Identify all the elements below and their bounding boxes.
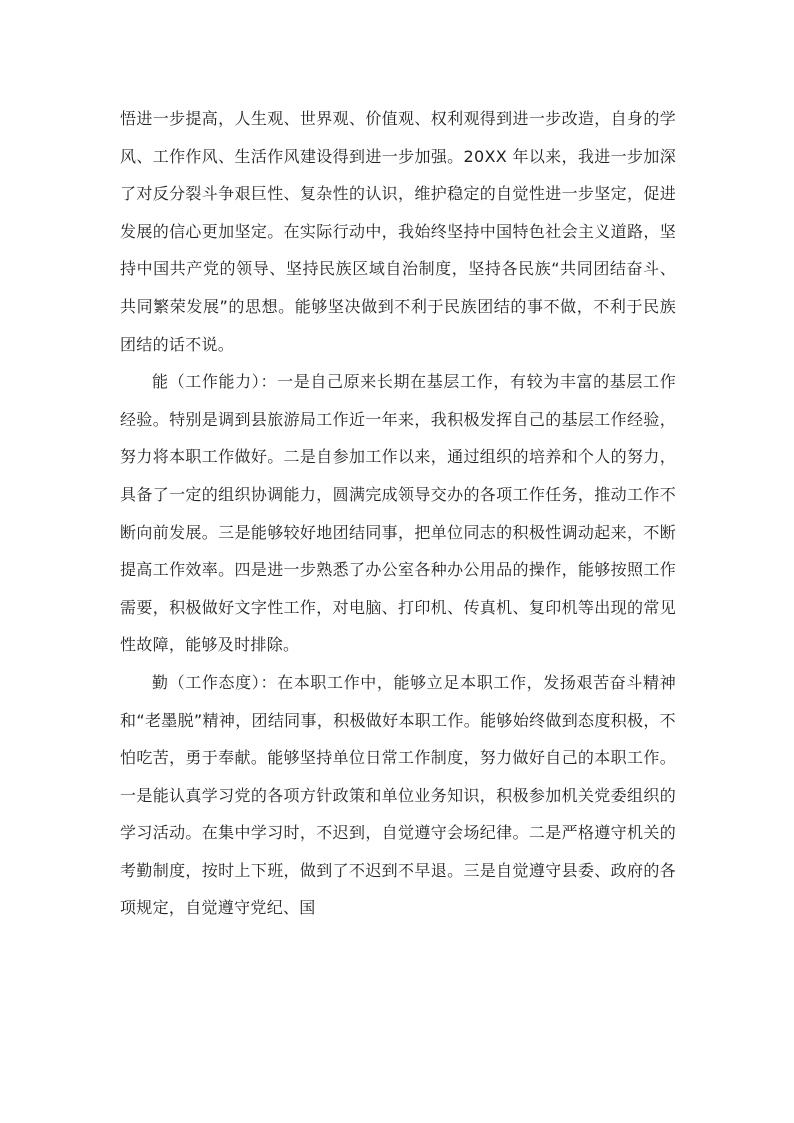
paragraph-continuation: 悟进一步提高，人生观、世界观、价值观、权利观得到进一步改造，自身的学风、工作作风、生活作风建设得到进一步加强。20XX 年以来，我进一步加深了对反分裂斗争艰巨性、复杂性的认识，维护稳定的自觉性进一步坚定，促进发展的信心更加坚定。在实际行动中，我始终坚持中国特色社会主义道路，坚持中国共产党的领导、坚持民族区域自治制度，坚持各民族“共同团结奋斗、共同繁荣发展”的思想。能够坚决做到不利于民族团结的事不做，不利于民族团结的话不说。 (120, 109, 676, 354)
document-page (120, 100, 676, 927)
paragraph-work-attitude: 勤（工作态度）：在本职工作中，能够立足本职工作，发扬艰苦奋斗精神和“老墨脱”精神，团结同事，积极做好本职工作。能够始终做到态度积极，不怕吃苦，勇于奉献。能够坚持单位日常工作制度，努力做好自己的本职工作。一是能认真学习党的各项方针政策和单位业务知识，积极参加机关党委组织的学习活动。在集中学习时，不迟到，自觉遵守会场纪律。二是严格遵守机关的考勤制度，按时上下班，做到了不迟到不早退。三是自觉遵守县委、政府的各项规定，自觉遵守党纪、国 (120, 672, 676, 918)
paragraph-work-ability: 能（工作能力）：一是自己原来长期在基层工作，有较为丰富的基层工作经验。特别是调到县旅游局工作近一年来，我积极发挥自己的基层工作经验，努力将本职工作做好。二是自参加工作以来，通过组织的培养和个人的努力，具备了一定的组织协调能力，圆满完成领导交办的各项工作任务，推动工作不断向前发展。三是能够较好地团结同事，把单位同志的积极性调动起来，不断提高工作效率。四是进一步熟悉了办公室各种办公用品的操作，能够按照工作需要，积极做好文字性工作，对电脑、打印机、传真机、复印机等出现的常见性故障，能够及时排除。 (120, 372, 676, 655)
